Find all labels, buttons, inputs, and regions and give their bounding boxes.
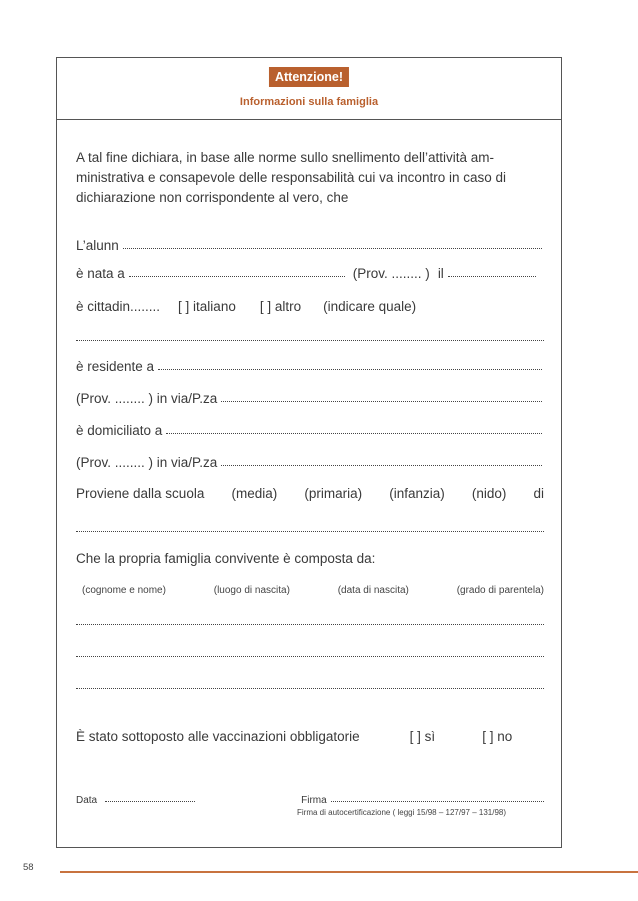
family-line-2[interactable] bbox=[76, 656, 544, 657]
primaria-option[interactable]: (primaria) bbox=[304, 486, 363, 501]
cittadin-label: è cittadin........ bbox=[76, 299, 161, 314]
field-residente[interactable] bbox=[76, 356, 544, 374]
residente-line[interactable] bbox=[158, 369, 542, 370]
field-cittadinanza bbox=[76, 296, 544, 314]
media-option[interactable]: (media) bbox=[231, 486, 278, 501]
signature-row bbox=[76, 788, 546, 806]
form-frame bbox=[56, 57, 562, 848]
proviene-label: Proviene dalla scuola bbox=[76, 486, 205, 501]
vaccini-no-option[interactable]: [ ] no bbox=[482, 729, 513, 744]
di-label: di bbox=[533, 486, 544, 501]
cittadinanza-line[interactable] bbox=[76, 340, 544, 341]
family-line-3[interactable] bbox=[76, 688, 544, 689]
nido-option[interactable]: (nido) bbox=[471, 486, 507, 501]
italiano-option[interactable]: [ ] italiano bbox=[178, 299, 236, 314]
field-residente-via[interactable] bbox=[76, 388, 544, 406]
vaccini-label: È stato sottoposto alle vaccinazioni obbligatorie bbox=[76, 729, 360, 744]
nata-line[interactable] bbox=[129, 276, 345, 277]
family-heading-text: Che la propria famiglia convivente è composta da: bbox=[76, 551, 376, 566]
firma-note: Firma di autocertificazione ( leggi 15/98 – 127/97 – 131/98) bbox=[297, 808, 507, 817]
footer-rule bbox=[60, 871, 638, 873]
field-domiciliato[interactable] bbox=[76, 420, 544, 438]
scuola-line[interactable] bbox=[76, 531, 544, 532]
indicare-label: (indicare quale) bbox=[323, 299, 417, 314]
data-label: Data bbox=[76, 795, 98, 806]
domiciliato-line[interactable] bbox=[166, 433, 542, 434]
column-cognome: (cognome e nome) bbox=[82, 585, 166, 596]
family-line-1[interactable] bbox=[76, 624, 544, 625]
field-alunno[interactable] bbox=[76, 235, 544, 253]
form-subtitle: Informazioni sulla famiglia bbox=[239, 96, 379, 108]
vaccini-row bbox=[76, 726, 544, 744]
alunno-line[interactable] bbox=[123, 248, 542, 249]
page-number: 58 bbox=[23, 862, 34, 873]
domiciliato-via-label: (Prov. ........ ) in via/P.za bbox=[76, 455, 218, 470]
firma-label: Firma bbox=[301, 795, 327, 806]
field-nata[interactable] bbox=[76, 263, 544, 281]
prov-label: (Prov. ........ ) bbox=[352, 266, 430, 281]
column-grado: (grado di parentela) bbox=[456, 585, 544, 596]
firma-line[interactable] bbox=[331, 801, 544, 802]
residente-via-label: (Prov. ........ ) in via/P.za bbox=[76, 391, 218, 406]
header-divider bbox=[57, 119, 561, 120]
domiciliato-label: è domiciliato a bbox=[76, 423, 163, 438]
data-line[interactable] bbox=[105, 801, 195, 802]
column-data: (data di nascita) bbox=[337, 585, 409, 596]
domiciliato-via-line[interactable] bbox=[221, 465, 542, 466]
field-domiciliato-via[interactable] bbox=[76, 452, 544, 470]
infanzia-option[interactable]: (infanzia) bbox=[389, 486, 445, 501]
family-columns bbox=[82, 585, 544, 596]
residente-via-line[interactable] bbox=[221, 401, 542, 402]
altro-option[interactable]: [ ] altro bbox=[259, 299, 302, 314]
residente-label: è residente a bbox=[76, 359, 155, 374]
column-luogo: (luogo di nascita) bbox=[213, 585, 290, 596]
il-label: il bbox=[437, 266, 444, 281]
il-line[interactable] bbox=[448, 276, 536, 277]
alunno-label: L’alunn bbox=[76, 238, 119, 253]
vaccini-si-option[interactable]: [ ] sì bbox=[409, 729, 436, 744]
field-scuola bbox=[76, 483, 544, 501]
intro-paragraph: A tal fine dichiara, in base alle norme sullo snellimento dell’attività am-ministrativa e consapevole delle responsabilità cui va incontro in caso di dichiarazione non corrispondente al vero, che bbox=[76, 150, 506, 205]
attention-badge: Attenzione! bbox=[269, 67, 349, 87]
nata-label: è nata a bbox=[76, 266, 125, 281]
family-heading bbox=[76, 548, 544, 566]
